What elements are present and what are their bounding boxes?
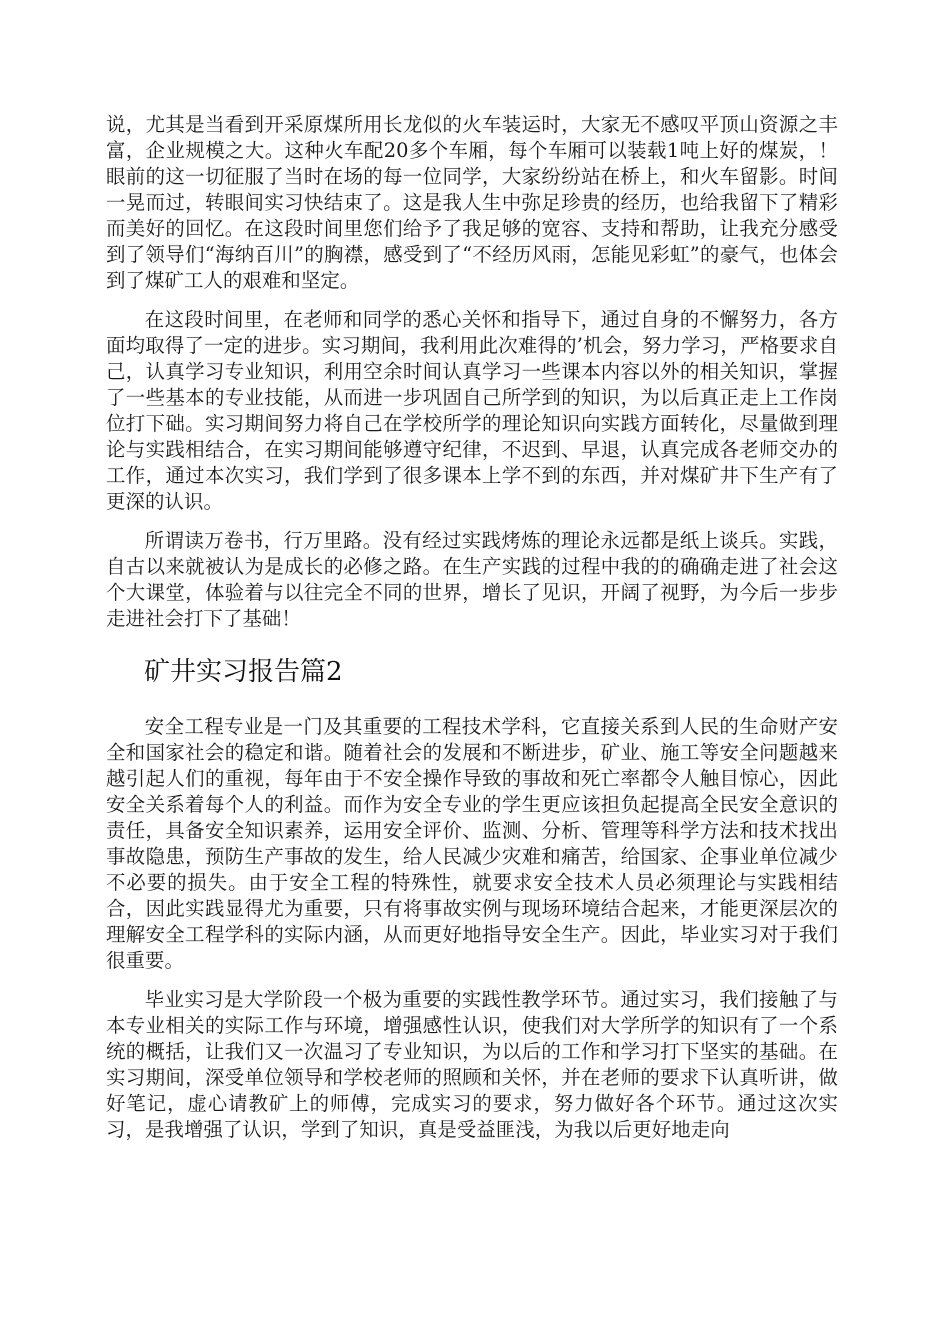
paragraph-practice: 所谓读万卷书，行万里路。没有经过实践烤炼的理论永远都是纸上谈兵。实践，自古以来就被认为是成长的必修之路。在生产实践的过程中我的的确确走进了社会这个大课堂，体验着与以往完全不同的世界，增长了见识，开阔了视野，为今后一步步走进社会打下了基础！	[106, 529, 838, 630]
paragraph-progress: 在这段时间里，在老师和同学的悉心关怀和指导下，通过自身的不懈努力，各方面均取得了一定的进步。实习期间，我利用此次难得的’机会，努力学习，严格要求自己，认真学习专业知识，利用空余时间认真学习一些课本内容以外的相关知识，掌握了一些基本的专业技能，从而进一步巩固自己所学到的知识，为以后真正走上工作岗位打下础。实习期间努力将自己在学校所学的理论知识向实践方面转化，尽量做到理论与实践相结合，在实习期间能够遵守纪律，不迟到、早退，认真完成各老师交办的工作，通过本次实习，我们学到了很多课本上学不到的东西，并对煤矿井下生产有了更深的认识。	[106, 308, 838, 513]
paragraph-safety-engineering: 安全工程专业是一门及其重要的工程技术学科，它直接关系到人民的生命财产安全和国家社会的稳定和谐。随着社会的发展和不断进步，矿业、施工等安全问题越来越引起人们的重视，每年由于不安全操作导致的事故和死亡率都令人触目惊心，因此安全关系着每个人的利益。而作为安全专业的学生更应该担负起提高全民安全意识的责任，具备安全知识素养，运用安全评价、监测、分析、管理等科学方法和技术找出事故隐患，预防生产事故的发生，给人民减少灾难和痛苦，给国家、企事业单位减少不必要的损失。由于安全工程的特殊性，就要求安全技术人员必须理论与实践相结合，因此实践显得尤为重要，只有将事故实例与现场环境结合起来，才能更深层次的理解安全工程学科的实际内涵，从而更好地指导安全生产。因此，毕业实习对于我们很重要。	[106, 715, 838, 972]
document-page	[106, 112, 838, 1143]
section-heading: 矿井实习报告篇2	[144, 657, 343, 687]
paragraph-graduation-internship: 毕业实习是大学阶段一个极为重要的实践性教学环节。通过实习，我们接触了与本专业相关的实际工作与环境，增强感性认识，使我们对大学所学的知识有了一个系统的概括，让我们又一次温习了专业知识，为以后的工作和学习打下坚实的基础。在实习期间，深受单位领导和学校老师的照顾和关怀，并在老师的要求下认真听讲，做好笔记，虚心请教矿上的师傅，完成实习的要求，努力做好各个环节。通过这次实习，是我增强了认识，学到了知识，真是受益匪浅，为我以后更好地走向	[106, 988, 838, 1141]
paragraph-continuation: 说，尤其是当看到开采原煤所用长龙似的火车装运时，大家无不感叹平顶山资源之丰富，企业规模之大。这种火车配20多个车厢，每个车厢可以装载1吨上好的煤炭，！眼前的这一切征服了当时在场的每一位同学，大家纷纷站在桥上，和火车留影。时间一晃而过，转眼间实习快结束了。这是我人生中弥足珍贵的经历，也给我留下了精彩而美好的回忆。在这段时间里您们给予了我足够的宽容、支持和帮助，让我充分感受到了领导们“海纳百川”的胸襟，感受到了“不经历风雨，怎能见彩虹”的豪气，也体会到了煤矿工人的艰难和坚定。	[106, 113, 838, 292]
